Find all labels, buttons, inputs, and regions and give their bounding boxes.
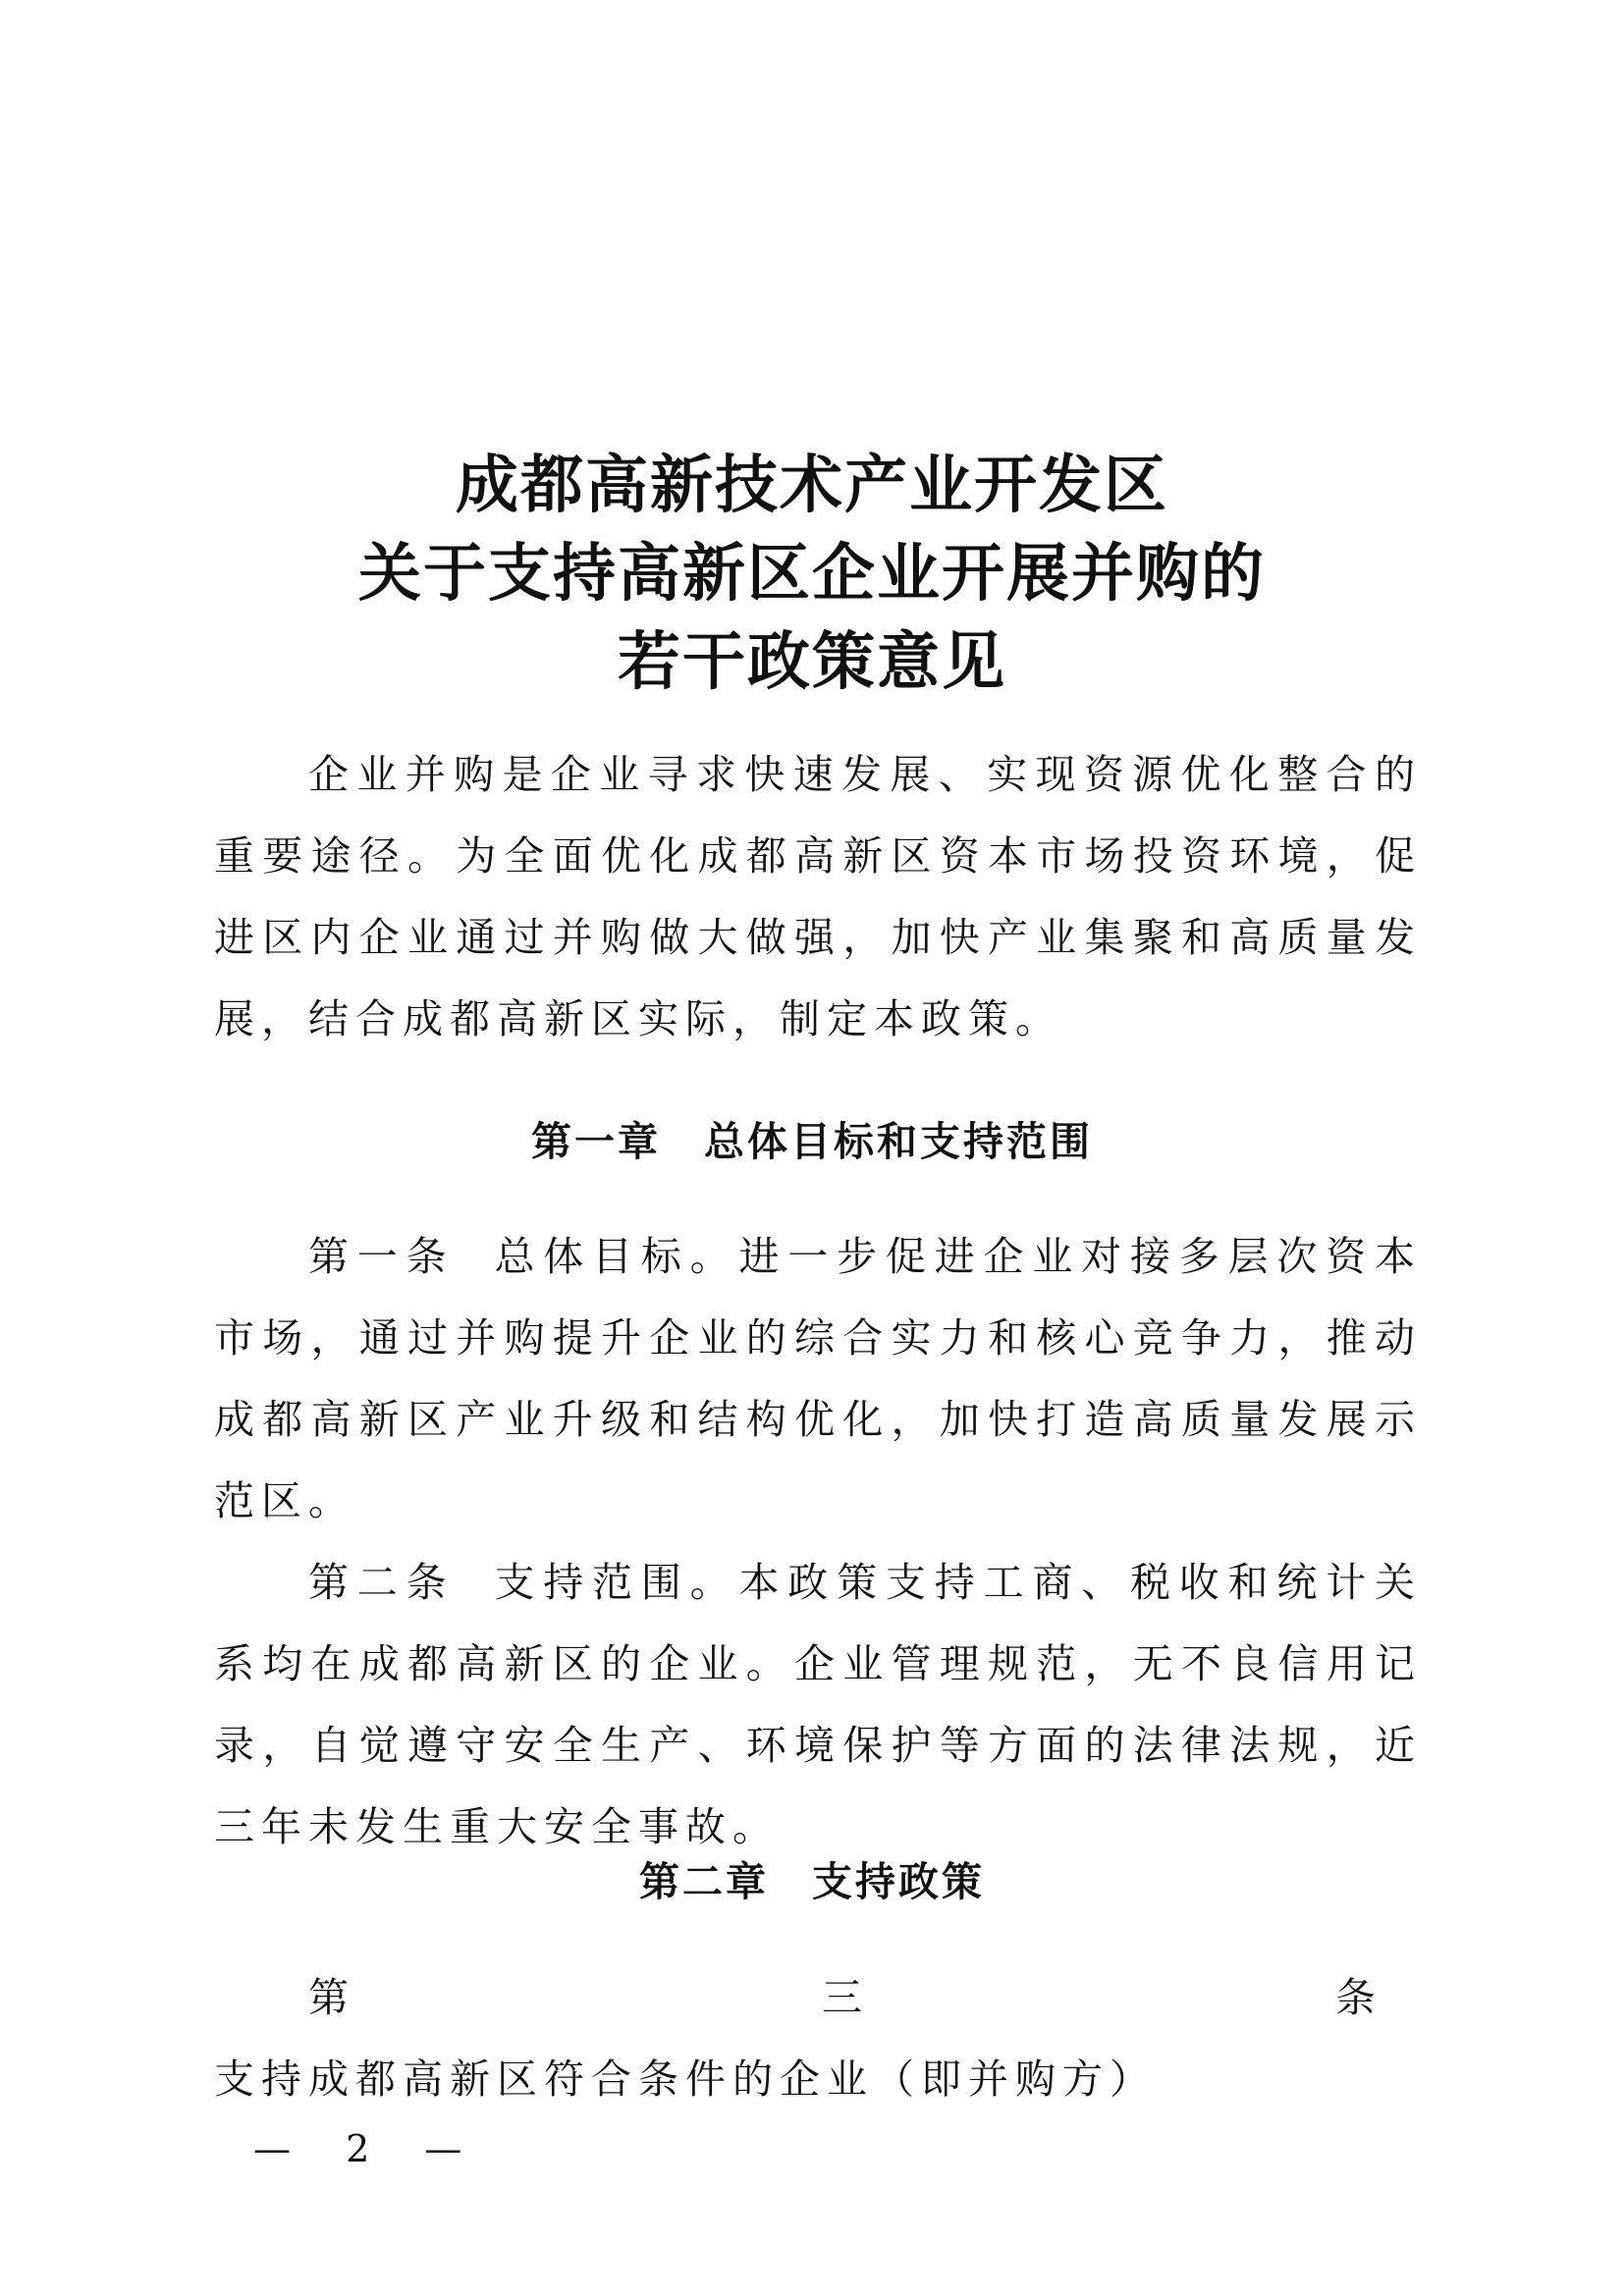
chapter-1-heading: 第一章 总体目标和支持范围 (531, 1118, 1093, 1165)
document-title (0, 442, 1624, 707)
article-3-paragraph (214, 1957, 1422, 2120)
article-3-text: 支持成都高新区符合条件的企业（即并购方） (214, 2056, 1157, 2103)
title-line-2: 关于支持高新区企业开展并购的 (358, 538, 1266, 611)
article-1-paragraph (214, 1216, 1422, 1542)
intro-paragraph: 企业并购是企业寻求快速发展、实现资源优化整合的重要途径。为全面优化成都高新区资本市场投资环境，促进区内企业通过并购做大做强，加快产业集聚和高质量发展，结合成都高新区实际，制定本政策。 (214, 751, 1422, 1042)
chapter-2-heading: 第二章 支持政策 (639, 1858, 985, 1905)
article-2-label: 第二条 (308, 1559, 456, 1606)
article-1-text: 总体目标。进一步促进企业对接多层次资本市场，通过并购提升企业的综合实力和核心竞争力，推动成都高新区产业升级和结构优化，加快打造高质量发展示范区。 (214, 1233, 1423, 1524)
chapter-2-section (214, 1957, 1422, 2120)
article-3-label: 第三条 (308, 1974, 1382, 2021)
article-2-paragraph (214, 1542, 1422, 1868)
title-line-3: 若干政策意见 (618, 626, 1006, 699)
intro-section (214, 734, 1422, 1060)
page-number: — 2 — (253, 2127, 484, 2170)
chapter-1-section (214, 1216, 1422, 1868)
article-1-label: 第一条 (308, 1233, 456, 1280)
title-line-1: 成都高新技术产业开发区 (456, 450, 1168, 522)
article-2-text: 支持范围。本政策支持工商、税收和统计关系均在成都高新区的企业。企业管理规范，无不良信用记录，自觉遵守安全生产、环境保护等方面的法律法规，近三年未发生重大安全事故。 (214, 1559, 1423, 1850)
